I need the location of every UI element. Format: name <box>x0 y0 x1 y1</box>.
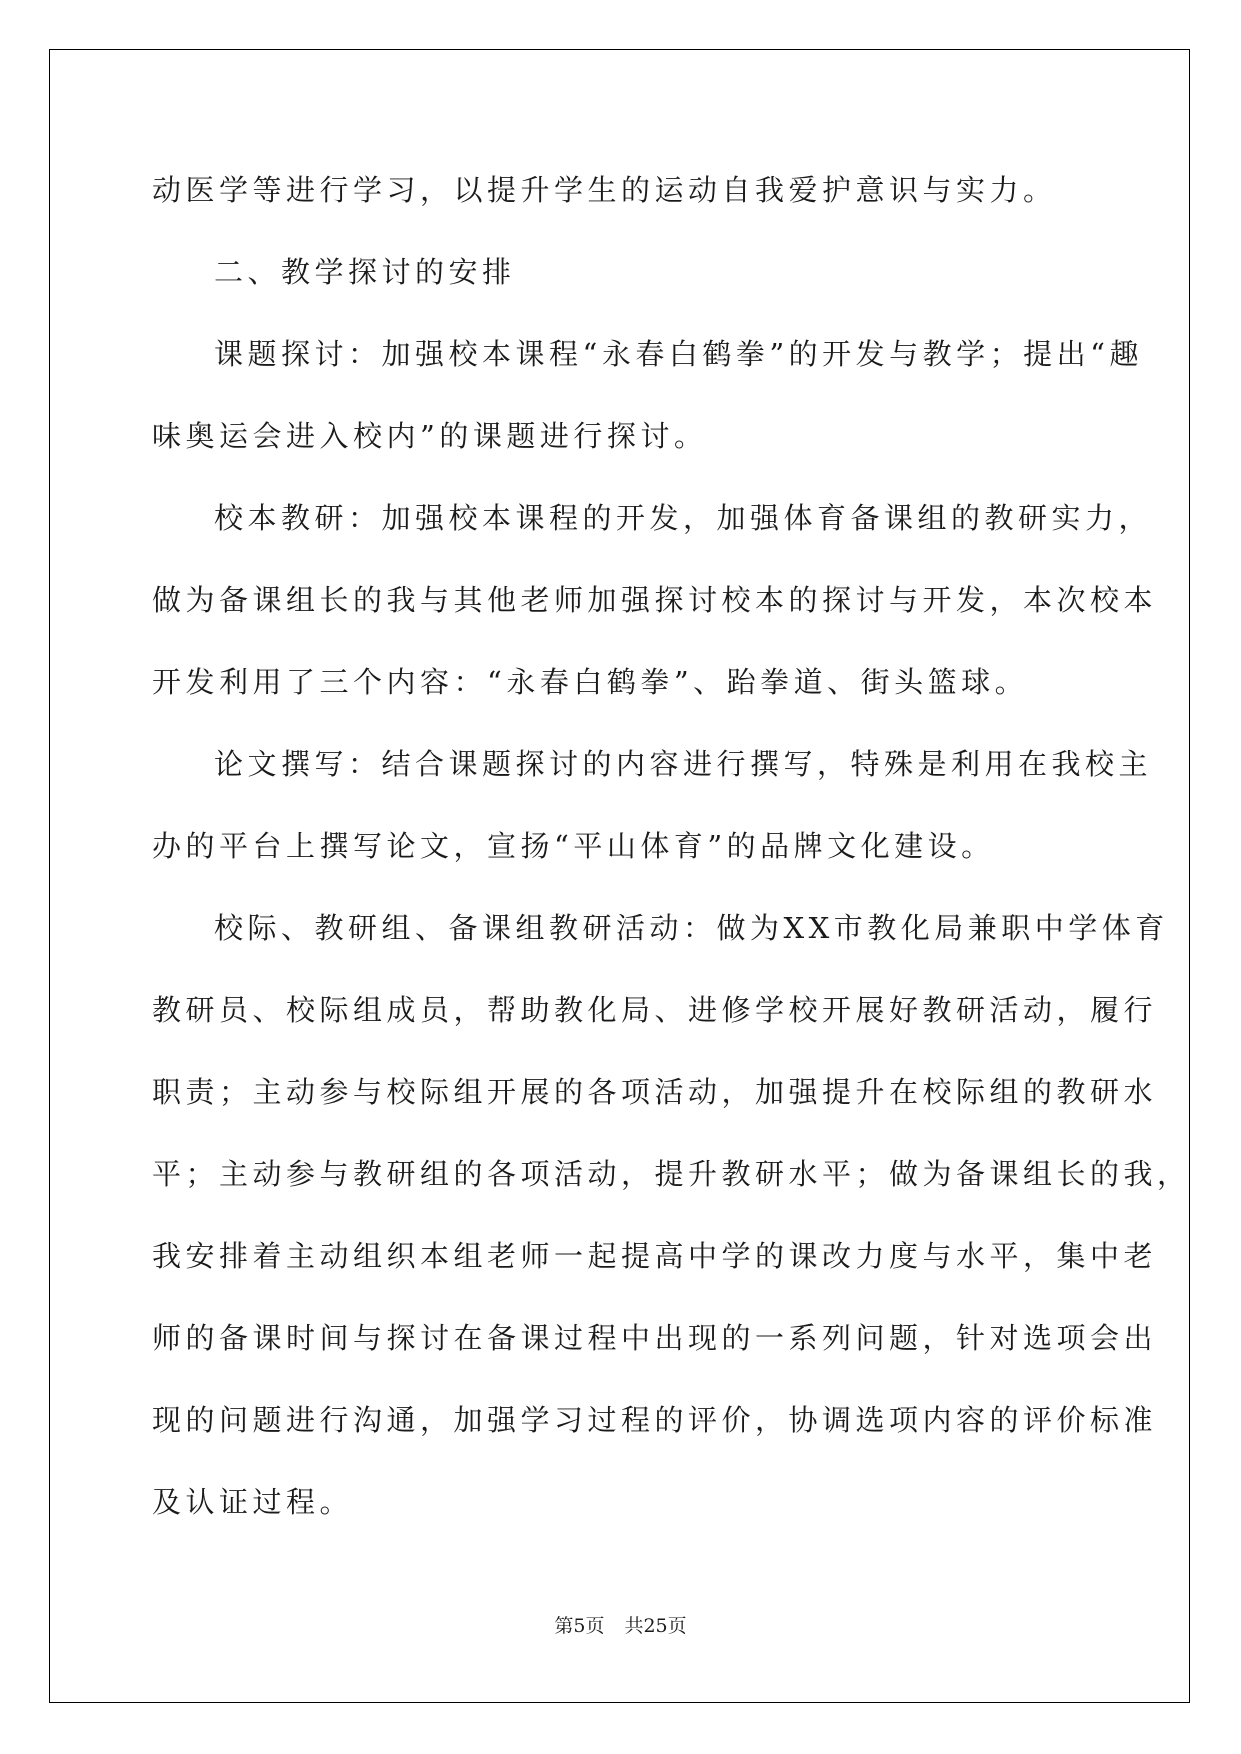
section-heading: 二、教学探讨的安排 <box>214 255 516 289</box>
text-line: 平；主动参与教研组的各项活动，提升教研水平；做为备课组长的我， <box>152 1157 1191 1191</box>
text-line: 论文撰写：结合课题探讨的内容进行撰写，特殊是利用在我校主 <box>214 747 1153 781</box>
text-line: 味奥运会进入校内”的课题进行探讨。 <box>152 419 708 453</box>
text-line: 校际、教研组、备课组教研活动：做为XX市教化局兼职中学体育 <box>214 911 1169 945</box>
page-footer <box>0 1614 1241 1638</box>
text-line: 及认证过程。 <box>152 1485 354 1519</box>
text-line: 教研员、校际组成员，帮助教化局、进修学校开展好教研活动，履行 <box>152 993 1158 1027</box>
text-line: 师的备课时间与探讨在备课过程中出现的一系列问题，针对选项会出 <box>152 1321 1158 1355</box>
text-line: 校本教研：加强校本课程的开发，加强体育备课组的教研实力， <box>214 501 1153 535</box>
page-border <box>49 49 1190 1703</box>
text-line: 开发利用了三个内容：“永春白鹤拳”、跆拳道、街头篮球。 <box>152 665 1029 699</box>
text-line: 办的平台上撰写论文，宣扬“平山体育”的品牌文化建设。 <box>152 829 995 863</box>
text-line: 我安排着主动组织本组老师一起提高中学的课改力度与水平，集中老 <box>152 1239 1158 1273</box>
text-line: 动医学等进行学习，以提升学生的运动自我爱护意识与实力。 <box>152 173 1057 207</box>
text-line: 现的问题进行沟通，加强学习过程的评价，协调选项内容的评价标准 <box>152 1403 1158 1437</box>
text-line: 做为备课组长的我与其他老师加强探讨校本的探讨与开发，本次校本 <box>152 583 1158 617</box>
total-pages: 共25页 <box>624 1615 687 1637</box>
text-line: 课题探讨：加强校本课程“永春白鹤拳”的开发与教学；提出“趣 <box>214 337 1143 371</box>
current-page-number: 第5页 <box>554 1615 605 1637</box>
text-line: 职责；主动参与校际组开展的各项活动，加强提升在校际组的教研水 <box>152 1075 1158 1109</box>
